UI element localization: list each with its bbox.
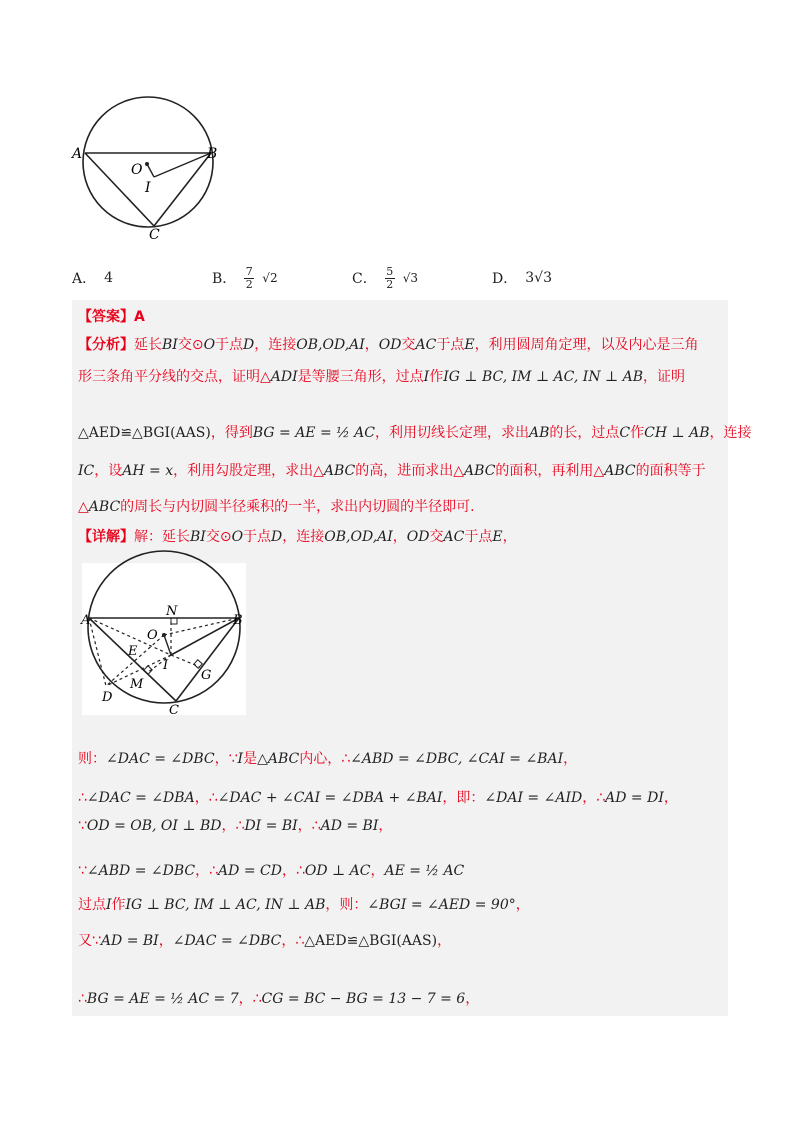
step-line-7: ∴BG = AE = ½ AC = 7，∴CG = BC − BG = 13 − 7 = 6，: [78, 991, 480, 1007]
analysis-line-5: △ABC的周长与内切圆半径乘积的一半，求出内切圆的半径即可.: [78, 499, 475, 515]
option-c-label: C．: [352, 271, 377, 287]
option-b[interactable]: [212, 258, 278, 298]
fig2-label-d: D: [102, 690, 113, 705]
answer-tag: 【答案】: [78, 309, 134, 325]
step-line-4: ∵∠ABD = ∠DBC，∴AD = CD，∴OD ⊥ AC，AE = ½ AC: [78, 863, 465, 879]
detail-line-1: 【详解】解：延长BI交⊙O于点D，连接OB,OD,AI，OD交AC于点E，: [78, 529, 517, 545]
option-b-radical: √2: [262, 271, 278, 285]
step-line-3: ∵OD = OB, OI ⊥ BD，∴DI = BI，∴AD = BI，: [78, 818, 393, 834]
fig2-segment-ib: [171, 618, 239, 655]
label-b: B: [207, 146, 218, 162]
segment-oi: [147, 164, 154, 177]
option-c-fraction: [385, 266, 395, 291]
fig2-label-c: C: [169, 703, 179, 718]
circle-figure-1: [70, 98, 220, 243]
answer-options: [72, 258, 732, 298]
step-line-1: 则：∠DAC = ∠DBC，∵I是△ABC内心，∴∠ABD = ∠DBC, ∠CAI = ∠BAI，: [78, 751, 578, 767]
fig2-label-a: A: [81, 613, 91, 628]
option-c-radical: √3: [402, 271, 418, 285]
option-b-numerator: 7: [245, 264, 253, 278]
segment-ac: [85, 153, 154, 226]
step-line-5: 过点I作IG ⊥ BC, IM ⊥ AC, IN ⊥ AB，则：∠BGI = ∠AED = 90°，: [78, 897, 530, 913]
option-c-numerator: 5: [386, 264, 394, 278]
figure-2-box: [81, 563, 246, 718]
step-line-2: ∴∠DAC = ∠DBA，∴∠DAC + ∠CAI = ∠DBA + ∠BAI，即：∠DAI = ∠AID，∴AD = DI，: [78, 790, 678, 806]
analysis-line-4: IC，设AH = x，利用勾股定理，求出△ABC的高，进而求出△ABC的面积，再利用△ABC的面积等于: [78, 463, 706, 479]
option-d[interactable]: [492, 258, 552, 298]
segment-bc: [154, 153, 211, 226]
option-a-label: A．: [72, 271, 97, 287]
label-o: O: [131, 162, 143, 178]
label-c: C: [149, 227, 160, 243]
option-d-value: 3√3: [525, 270, 552, 286]
fig2-label-g: G: [201, 668, 212, 683]
analysis-line-3: △AED≌△BGI(AAS)，得到BG = AE = ½ AC，利用切线长定理，求出AB的长，过点C作CH ⊥ AB，连接: [78, 425, 752, 441]
detail-tag: 【详解】: [78, 529, 134, 545]
option-b-denominator: 2: [245, 277, 253, 291]
fig2-center-point: [162, 633, 166, 637]
option-c[interactable]: [352, 258, 418, 298]
circle-figure-2: [81, 563, 246, 718]
fig2-segment-ig: [171, 655, 200, 667]
analysis-tag: 【分析】: [78, 337, 134, 353]
option-b-label: B．: [212, 271, 237, 287]
fig2-segment-oi: [164, 635, 171, 655]
option-b-fraction: [244, 266, 254, 291]
option-c-denominator: 2: [386, 277, 394, 291]
answer-line: [78, 306, 724, 328]
label-i: I: [145, 180, 151, 196]
solution-panel: [72, 300, 752, 1016]
fig2-label-i: I: [163, 658, 169, 673]
circle-o: [83, 97, 213, 227]
answer-value: A: [134, 309, 145, 325]
option-a[interactable]: [72, 258, 113, 298]
fig2-label-b: B: [233, 613, 243, 628]
fig2-label-o: O: [147, 628, 158, 643]
step-line-6: 又∵AD = BI，∠DAC = ∠DBC，∴△AED≌△BGI(AAS)，: [78, 933, 452, 949]
circle-o-2: [88, 551, 240, 703]
option-d-label: D．: [492, 271, 518, 287]
center-point: [145, 162, 149, 166]
label-a: A: [72, 146, 83, 162]
fig2-label-e: E: [128, 644, 138, 659]
analysis-line-2: 形三条角平分线的交点，证明△ADI是等腰三角形，过点I作IG ⊥ BC, IM ⊥ AC, IN ⊥ AB，证明: [78, 369, 686, 385]
fig2-label-n: N: [166, 604, 178, 619]
option-a-value: 4: [104, 270, 114, 286]
analysis-line-1: 【分析】延长BI交⊙O于点D，连接OB,OD,AI，OD交AC于点E，利用圆周角定理，以及内心是三角: [78, 337, 699, 353]
fig2-label-m: M: [130, 677, 144, 692]
